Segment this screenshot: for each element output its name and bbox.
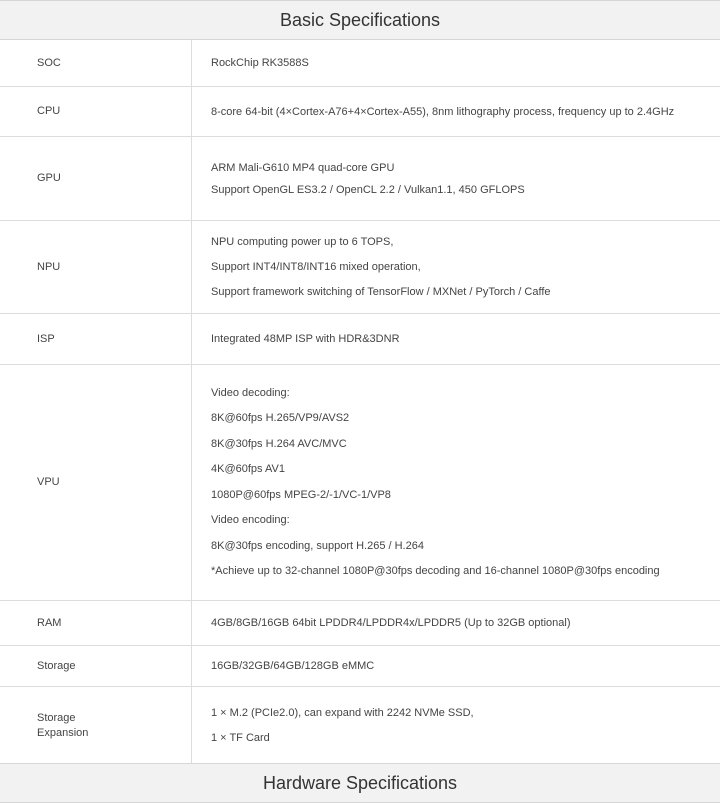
spec-value (192, 137, 720, 220)
spec-value-line: 16GB/32GB/64GB/128GB eMMC (211, 660, 375, 672)
spec-value-line: 1 × TF Card (211, 732, 270, 744)
spec-value-line: 8K@30fps encoding, support H.265 / H.264 (211, 539, 424, 552)
spec-value-line: 1080P@60fps MPEG-2/-1/VC-1/VP8 (211, 488, 391, 501)
spec-value (192, 646, 720, 686)
spec-label: Storage (0, 646, 192, 686)
spec-row (0, 221, 720, 314)
spec-value-line: Video encoding: (211, 514, 290, 526)
basic-specifications-title: Basic Specifications (279, 9, 441, 30)
spec-value-line: 4K@60fps AV1 (211, 463, 285, 475)
spec-value-line: 4GB/8GB/16GB 64bit LPDDR4/LPDDR4x/LPDDR5 (Up to 32GB optional) (211, 617, 571, 629)
hardware-specifications-title: Hardware Specifications (262, 772, 458, 793)
spec-value-line: 8K@30fps H.264 AVC/MVC (211, 437, 347, 450)
spec-value-line: Support INT4/INT8/INT16 mixed operation, (211, 260, 421, 273)
specifications-table (0, 40, 720, 766)
basic-specifications-header (0, 0, 720, 40)
spec-value (192, 365, 720, 600)
spec-label: ISP (0, 314, 192, 364)
spec-value-line: Integrated 48MP ISP with HDR&3DNR (211, 333, 400, 345)
spec-row (0, 314, 720, 365)
spec-value (192, 601, 720, 645)
spec-label: NPU (0, 221, 192, 313)
spec-value (192, 687, 720, 765)
spec-row (0, 646, 720, 687)
spec-value (192, 221, 720, 313)
spec-label: GPU (0, 137, 192, 220)
spec-label: CPU (0, 87, 192, 136)
spec-label: VPU (0, 365, 192, 600)
spec-value-line: 8-core 64-bit (4×Cortex-A76+4×Cortex-A55), 8nm lithography process, frequency up to 2.4GHz (211, 105, 675, 118)
spec-value-line: Video decoding: (211, 386, 290, 399)
spec-value-line: Support OpenGL ES3.2 / OpenCL 2.2 / Vulkan1.1, 450 GFLOPS (211, 183, 525, 196)
spec-row (0, 687, 720, 766)
spec-value (192, 87, 720, 136)
spec-row (0, 365, 720, 601)
spec-value-line: ARM Mali-G610 MP4 quad-core GPU (211, 161, 395, 174)
spec-label: Storage Expansion (0, 687, 192, 765)
spec-value-line: NPU computing power up to 6 TOPS, (211, 235, 394, 248)
spec-value-line: Support framework switching of TensorFlow / MXNet / PyTorch / Caffe (211, 285, 551, 298)
spec-row (0, 137, 720, 221)
spec-row (0, 40, 720, 87)
spec-value-line: 8K@60fps H.265/VP9/AVS2 (211, 412, 350, 424)
spec-value-line: RockChip RK3588S (211, 57, 309, 69)
spec-row (0, 87, 720, 137)
spec-label: RAM (0, 601, 192, 645)
spec-value-line: 1 × M.2 (PCIe2.0), can expand with 2242 NVMe SSD, (211, 707, 474, 719)
spec-label: SOC (0, 40, 192, 86)
spec-value (192, 314, 720, 364)
spec-value (192, 40, 720, 86)
spec-value-line: *Achieve up to 32-channel 1080P@30fps decoding and 16-channel 1080P@30fps encoding (211, 565, 660, 577)
spec-row (0, 601, 720, 646)
hardware-specifications-header (0, 763, 720, 803)
